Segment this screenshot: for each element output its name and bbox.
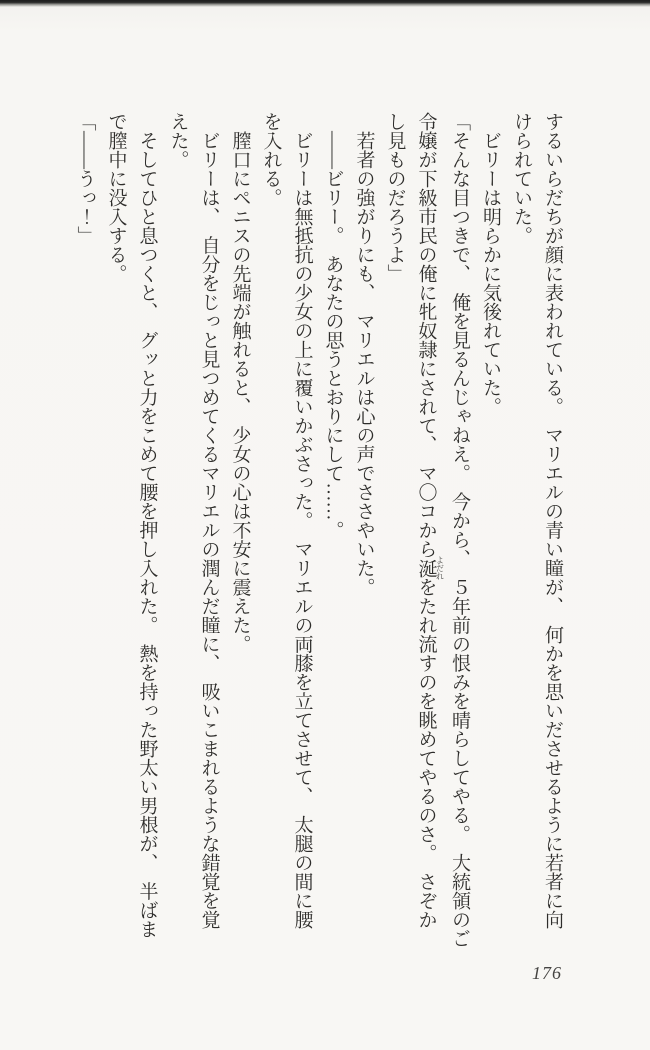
text-line: し見ものだろうよ」 <box>384 112 406 283</box>
text-line: そしてひと息つくと、 グッと力をこめて腰を押し入れた。 熱を持った野太い男根が、 半ばま <box>136 112 158 939</box>
text-segment: をたれ流すのを眺めてやるのさ。 さぞか <box>415 577 437 929</box>
text-line: けられていた。 <box>511 112 532 245</box>
ruby-base: 涎 <box>415 556 437 580</box>
text-line: を入れる。 <box>260 112 282 207</box>
text-line: 「――うっ！」 <box>74 112 96 245</box>
text-line: えた。 <box>167 112 189 169</box>
text-segment: 令嬢が下級市民の俺に牝奴隷にされて、 マ〇コから <box>415 112 437 559</box>
text-line: 膣口にペニスの先端が触れると、 少女の心は不安に震えた。 <box>229 112 251 654</box>
ruby-reading: よだれ <box>435 556 445 580</box>
ruby-word <box>415 556 445 580</box>
text-line: ビリーは明らかに気後れていた。 <box>480 112 501 416</box>
text-line: 「そんな目つきで、 俺を見るんじゃねえ。 今から、 ５年前の恨みを晴らしてやる。 大統領のご <box>449 112 470 948</box>
text-line: ビリーは、 自分をじっと見つめてくるマリエルの潤んだ瞳に、 吸いこまれるような錯覚を覚 <box>198 112 220 929</box>
text-line: ――ビリー。 あなたの思うとおりにして……。 <box>322 112 344 540</box>
text-line: ビリーは無抵抗の少女の上に覆いかぶさった。 マリエルの両膝を立てさせて、 太腿の間に腰 <box>291 112 313 929</box>
text-line: 若者の強がりにも、 マリエルは心の声でささやいた。 <box>353 112 375 597</box>
text-line: するいらだちが顔に表われている。 マリエルの青い瞳が、 何かを思いださせるように若者に向 <box>542 112 563 929</box>
text-line: で膣中に没入する。 <box>105 112 127 283</box>
scan-edge-artifact <box>0 0 650 7</box>
page-number: 176 <box>532 963 562 983</box>
text-line-with-ruby <box>411 112 445 992</box>
vertical-text-block <box>70 112 569 992</box>
